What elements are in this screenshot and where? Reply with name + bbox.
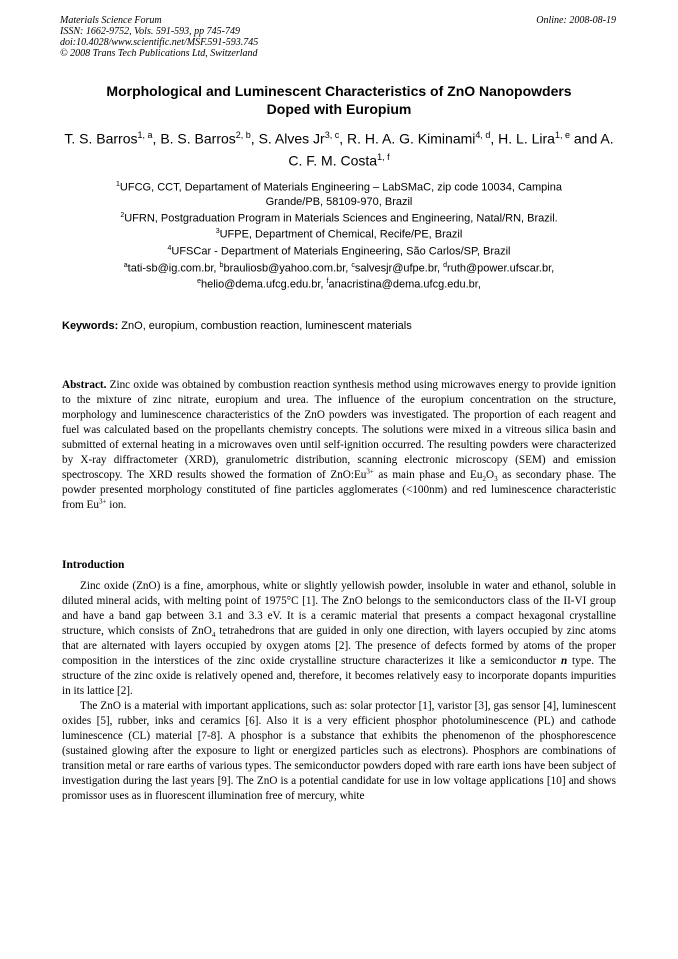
introduction-body	[62, 579, 616, 804]
author-name: A. C. F. M. Costa	[288, 130, 614, 169]
email-mark: c	[351, 261, 355, 269]
subscript: 3	[494, 475, 498, 484]
superscript: 3+	[98, 497, 107, 506]
author-name: B. S. Barros	[160, 130, 236, 147]
paragraph-text: Zinc oxide (ZnO) is a fine, amorphous, white or slightly yellowish powder, insoluble in water and ethanol, soluble in diluted mineral acids, with melting point of 1975°C [1]. The ZnO belongs to the semiconductors class of the II-VI group and have a band gap between 3.1 and 3.3 eV. It is a ceramic material that presents a compact hexagonal crystalline structure, which consists of ZnO	[62, 580, 616, 637]
affiliation-line	[62, 209, 616, 226]
email-address[interactable]: anacristina@dema.ufcg.edu.br,	[328, 278, 481, 291]
author-name: H. L. Lira	[498, 130, 555, 147]
author-separator: and	[570, 130, 601, 147]
paragraph	[62, 579, 616, 699]
affiliation-line	[62, 242, 616, 259]
author-name: T. S. Barros	[64, 130, 138, 147]
affiliation-text: UFSCar - Department of Materials Engineering, São Carlos/SP, Brazil	[171, 245, 511, 258]
abstract-text: Zinc oxide was obtained by combustion reaction synthesis method using microwaves energy to provide ignition to the mixture of zinc nitrate, europium and urea. The influence of the europium concentration on the structure, morphology and luminescence characteristics of the ZnO powders was investigated. The proportion of each reagent and fuel was calculated based on the propellants chemistry concepts. The solutions were mixed in a vitreous silica basin and submitted of external heating in a microwaves oven until self-ignition occurred. The resulting powders were characterized by X-ray diffractometer (XRD), granulometric distribution, scanning electronic microscopy (SEM) and emission spectroscopy. The XRD results showed the formation of ZnO:Eu	[62, 379, 616, 481]
author-name: S. Alves Jr	[258, 130, 325, 147]
journal-name: Materials Science Forum	[60, 15, 162, 26]
affiliation-mark: 4	[167, 244, 172, 252]
emphasis: n	[560, 655, 568, 667]
email-address[interactable]: salvesjr@ufpe.br,	[354, 262, 444, 275]
issn-line: ISSN: 1662-9752, Vols. 591-593, pp 745-749	[60, 26, 240, 37]
email-address[interactable]: helio@dema.ufcg.edu.br,	[201, 278, 327, 291]
author-separator: ,	[250, 130, 259, 147]
author-list	[62, 126, 616, 169]
affiliation-line	[62, 195, 616, 209]
affiliation-line	[62, 225, 616, 242]
author-affiliation-mark: 4, d	[475, 130, 491, 140]
abstract-label: Abstract.	[62, 379, 107, 391]
affiliation-text: UFCG, CCT, Departament of Materials Engineering – LabSMaC, zip code 10034, Campina	[119, 181, 562, 194]
email-address[interactable]: brauliosb@yahoo.com.br,	[223, 262, 352, 275]
email-mark: f	[326, 278, 329, 286]
copyright-line: © 2008 Trans Tech Publications Ltd, Switzerland	[60, 48, 258, 59]
keywords-text: ZnO, europium, combustion reaction, luminescent materials	[118, 320, 412, 332]
author-affiliation-mark: 1, a	[137, 130, 153, 140]
email-address[interactable]: tati-sb@ig.com.br,	[127, 262, 220, 275]
abstract	[62, 378, 616, 513]
paragraph: The ZnO is a material with important applications, such as: solar protector [1], varistor [3], gas sensor [4], luminescent oxides [5], rubber, inks and ceramics [6]. Also it is a very efficient phosphor photoluminescence (PL) and cathode luminescence (CL) material [7-8]. A phosphor is a substance that exhibits the phenomenon of the phosphorescence (sustained glowing after the exposure to light or energized particles such as electrons). Phosphors are combinations of transition metal or rare earths of various types. The semiconductor powders doped with rare earth ions have been subject of investigation during the last years [9]. The ZnO is a potential candidate for use in low voltage applications [10] and shows promissor uses as in fluorescent illumination free of mercury, white	[62, 700, 616, 802]
affiliation-text: UFPE, Department of Chemical, Recife/PE, Brazil	[219, 228, 463, 241]
subscript: 2	[482, 475, 486, 484]
title-line-1: Morphological and Luminescent Characteristics of ZnO Nanopowders	[106, 83, 572, 99]
affiliations	[62, 178, 616, 292]
author-separator: ,	[490, 130, 499, 147]
author-affiliation-mark: 1, e	[554, 130, 570, 140]
author-affiliation-mark: 3, c	[324, 130, 340, 140]
paragraph-text: tetrahedrons that are guided in only one direction, with layers occupied by zinc atoms that are alternated with layers occupied by oxygen atoms [2]. The presence of defects formed by atoms of the proper composition in the interstices of the zinc oxide crystalline structure characterizes it like a semiconductor	[62, 625, 616, 667]
affiliation-line	[62, 178, 616, 195]
email-line	[62, 259, 616, 276]
abstract-text: O	[485, 469, 495, 481]
affiliation-mark: 3	[215, 228, 220, 236]
email-mark: b	[219, 261, 224, 269]
doi-line: doi:10.4028/www.scientific.net/MSF.591-593.745	[60, 37, 259, 48]
subscript: 4	[211, 631, 216, 640]
keywords	[62, 319, 616, 333]
superscript: 3+	[366, 467, 374, 476]
abstract-text: as secondary phase. The powder presented morphology constituted of fine particles agglomerates (<100nm) and red luminescence characteristic from Eu	[62, 469, 616, 511]
author-affiliation-mark: 1, f	[377, 151, 390, 162]
paragraph-text: type. The structure of the zinc oxide is relatively opened and, therefore, it becomes relatively easy to incorporate dopants impurities in its lattice [2].	[62, 655, 617, 697]
affiliation-mark: 2	[120, 211, 125, 219]
email-line	[62, 275, 616, 292]
author-separator: ,	[152, 130, 161, 147]
online-date: Online: 2008-08-19	[536, 15, 616, 26]
email-address[interactable]: ruth@power.ufscar.br,	[447, 262, 555, 275]
abstract-text: ion.	[106, 499, 127, 511]
title-line-2: Doped with Europium	[266, 101, 412, 117]
keywords-label: Keywords:	[62, 320, 119, 332]
affiliation-text: UFRN, Postgraduation Program in Materials Sciences and Engineering, Natal/RN, Brazil.	[124, 212, 558, 225]
abstract-text: as main phase and Eu	[373, 469, 483, 481]
author-name: R. H. A. G. Kiminami	[347, 130, 476, 147]
author-separator: ,	[339, 130, 348, 147]
email-mark: a	[123, 261, 128, 269]
email-mark: e	[197, 278, 201, 286]
email-mark: d	[443, 261, 448, 269]
affiliation-text: Grande/PB, 58109-970, Brazil	[265, 195, 413, 208]
author-affiliation-mark: 2, b	[235, 130, 251, 140]
section-heading-introduction: Introduction	[62, 559, 125, 571]
journal-header	[60, 15, 258, 59]
paper-title	[62, 82, 616, 118]
affiliation-mark: 1	[116, 181, 120, 188]
